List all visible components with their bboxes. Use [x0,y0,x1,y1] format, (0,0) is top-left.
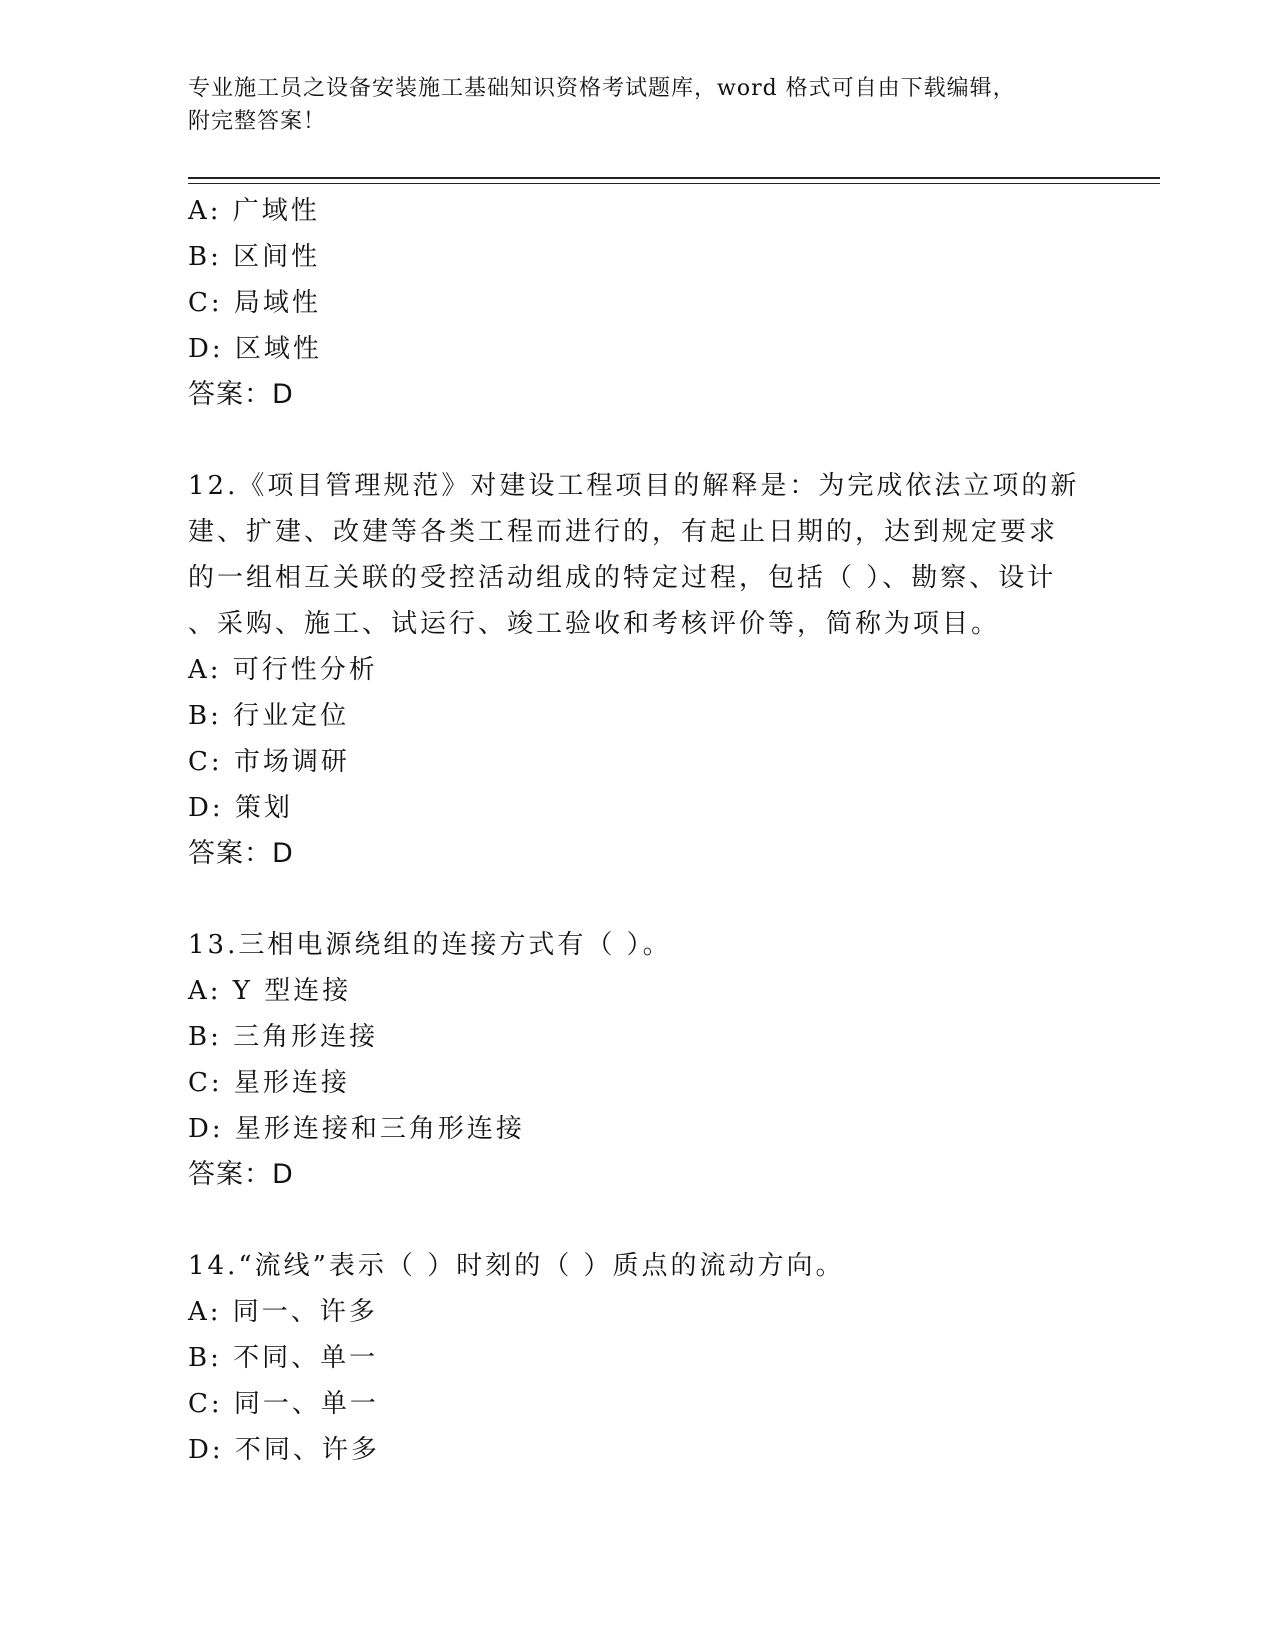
option-b: B: 行业定位 [188,701,350,731]
header-divider-thick [188,177,1160,179]
option-c: C: 市场调研 [188,747,350,777]
option-c: C: 星形连接 [188,1068,350,1098]
option-b: B: 区间性 [188,242,321,272]
option-d: D: 星形连接和三角形连接 [188,1114,525,1144]
option-a: A: 广域性 [188,196,320,226]
page-header [188,72,1088,138]
question-14 [188,1243,1088,1473]
header-divider-thin [188,183,1160,184]
question-stem-line: 建、扩建、改建等各类工程而进行的，有起止日期的，达到规定要求 [188,517,1059,547]
spacer [188,1198,1088,1243]
question-11 [188,188,1088,418]
answer-label: 答案：D [188,1159,294,1190]
header-line-2: 附完整答案！ [188,109,327,134]
option-a: A: 可行性分析 [188,655,378,685]
question-stem-line: 的一组相互关联的受控活动组成的特定过程，包括（ ）、勘察、设计 [188,563,1057,593]
answer-label: 答案：D [188,838,294,869]
option-d: D: 策划 [188,793,293,823]
question-stem-line: 12.《项目管理规范》对建设工程项目的解释是：为完成依法立项的新 [188,471,1080,501]
spacer [188,877,1088,922]
header-line-1: 专业施工员之设备安装施工基础知识资格考试题库，word 格式可自由下载编辑， [188,76,1016,101]
question-list [188,188,1088,1473]
question-stem-line: 14.“流线”表示（ ）时刻的（ ）质点的流动方向。 [188,1251,845,1281]
option-c: C: 同一、单一 [188,1389,379,1419]
spacer [188,418,1088,463]
option-a: A: 同一、许多 [188,1297,378,1327]
question-stem-line: 13.三相电源绕组的连接方式有（ ）。 [188,930,672,960]
answer-label: 答案：D [188,379,294,410]
option-b: B: 三角形连接 [188,1022,379,1052]
option-d: D: 区域性 [188,334,322,364]
question-13 [188,922,1088,1198]
option-d: D: 不同、许多 [188,1435,380,1465]
question-12 [188,463,1088,877]
option-a: A: Y 型连接 [188,976,352,1006]
question-stem-line: 、采购、施工、试运行、竣工验收和考核评价等，简称为项目。 [188,609,1001,639]
option-b: B: 不同、单一 [188,1343,379,1373]
option-c: C: 局域性 [188,288,321,318]
